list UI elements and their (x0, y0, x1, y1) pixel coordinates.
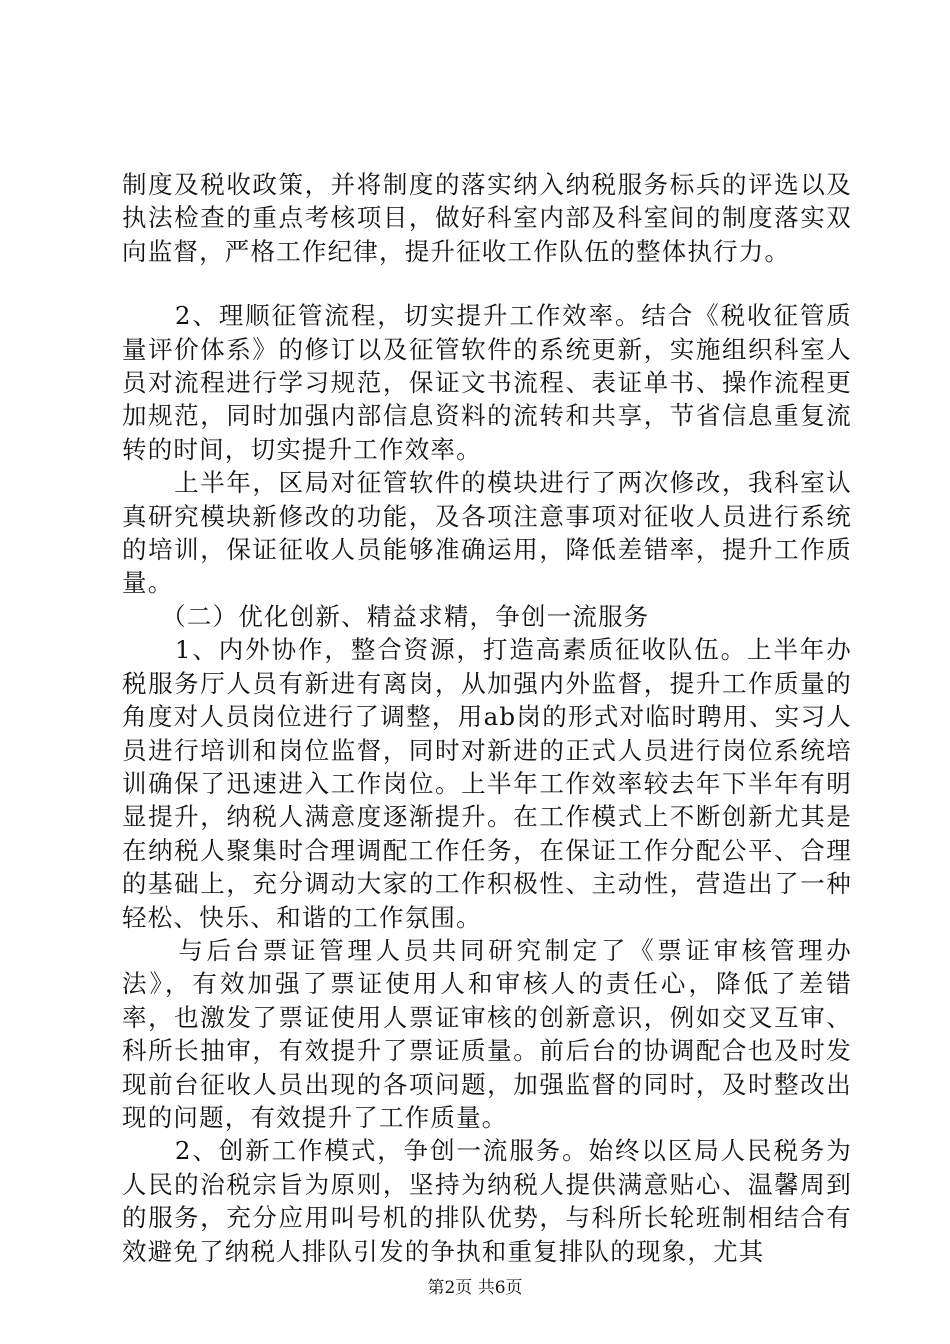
paragraph-2: 2、理顺征管流程，切实提升工作效率。结合《税收征管质量评价体系》的修订以及征管软件的系统更新，实施组织科室人员对流程进行学习规范，保证文书流程、表证单书、操作流程更加规范，同时加强内部信息资料的流转和共享，节省信息重复流转的时间，切实提升工作效率。 (122, 301, 852, 464)
paragraph-4: 1、内外协作，整合资源，打造高素质征收队伍。上半年办税服务厅人员有新进有离岗，从加强内外监督，提升工作质量的角度对人员岗位进行了调整，用ab岗的形式对临时聘用、实习人员进行培训和岗位监督，同时对新进的正式人员进行岗位系统培训确保了迅速进入工作岗位。上半年工作效率较去年下半年有明显提升，纳税人满意度逐渐提升。在工作模式上不断创新尤其是在纳税人聚集时合理调配工作任务，在保证工作分配公平、合理的基础上，充分调动大家的工作积极性、主动性，营造出了一种轻松、快乐、和谐的工作氛围。 (122, 635, 852, 932)
page-footer: 第2页 共6页 (427, 1278, 523, 1298)
paragraph-6: 2、创新工作模式，争创一流服务。始终以区局人民税务为人民的治税宗旨为原则，坚持为纳税人提供满意贴心、温馨周到的服务，充分应用叫号机的排队优势，与科所长轮班制相结合有效避免了纳税人排队引发的争执和重复排队的现象，尤其 (122, 1136, 852, 1266)
paragraph-1: 制度及税收政策，并将制度的落实纳入纳税服务标兵的评选以及执法检查的重点考核项目，做好科室内部及科室间的制度落实双向监督，严格工作纪律，提升征收工作队伍的整体执行力。 (122, 170, 852, 266)
section-heading: （二）优化创新、精益求精，争创一流服务 (122, 601, 650, 631)
document-body (122, 168, 852, 1268)
paragraph-5: 与后台票证管理人员共同研究制定了《票证审核管理办法》，有效加强了票证使用人和审核人的责任心，降低了差错率，也激发了票证使用人票证审核的创新意识，例如交叉互审、科所长抽审，有效提升了票证质量。前后台的协调配合也及时发现前台征收人员出现的各项问题，加强监督的同时，及时整改出现的问题，有效提升了工作质量。 (122, 935, 852, 1132)
paragraph-3: 上半年，区局对征管软件的模块进行了两次修改，我科室认真研究模块新修改的功能，及各项注意事项对征收人员进行系统的培训，保证征收人员能够准确运用，降低差错率，提升工作质量。 (122, 468, 852, 598)
